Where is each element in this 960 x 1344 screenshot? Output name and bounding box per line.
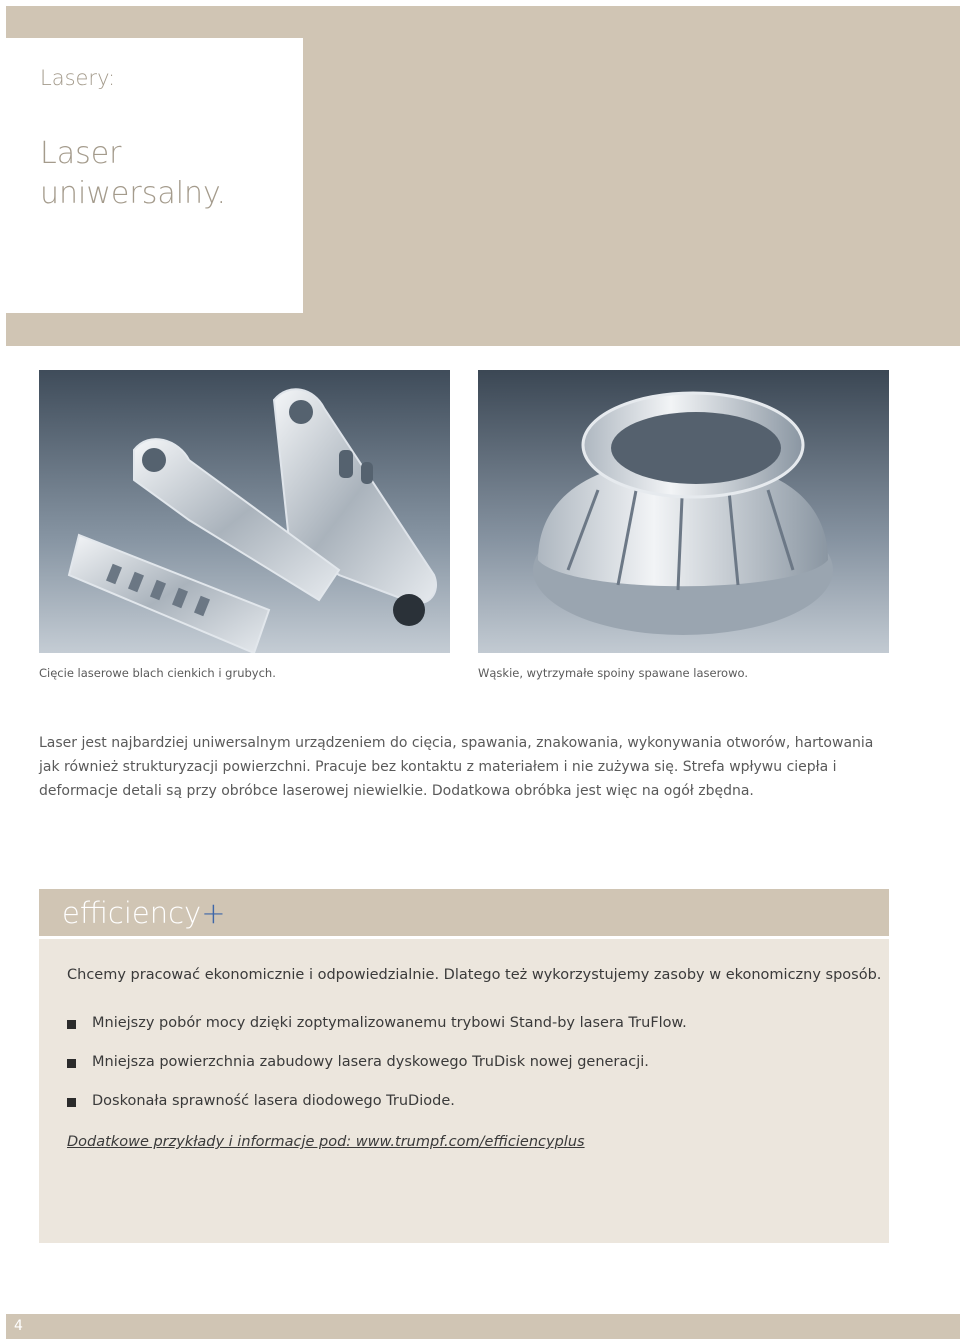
page-title: Laser uniwersalny. — [40, 136, 227, 211]
intro-paragraph: Laser jest najbardziej uniwersalnym urządzeniem do cięcia, spawania, znakowania, wykonywania otworów, hartowania jak również strukturyzacji powierzchni. Pracuje bez kontaktu z materiałem i nie zużywa się. Strefa wpływu ciepła i deformacje detali są przy obróbce laserowej niewielkie. Dodatkowa obróbka jest więc na ogół zbędna. — [39, 735, 874, 799]
cut-sheet-metal-parts-photo — [39, 370, 450, 653]
square-bullet-icon — [67, 1020, 76, 1029]
footer-band — [6, 1314, 960, 1339]
bullet-text: Doskonała sprawność lasera diodowego TruDiode. — [92, 1093, 455, 1109]
square-bullet-icon — [67, 1059, 76, 1068]
section-kicker: Lasery: — [40, 66, 116, 90]
bullet-text: Mniejsza powierzchnia zabudowy lasera dyskowego TruDisk nowej generacji. — [92, 1054, 649, 1070]
page-number: 4 — [14, 1318, 23, 1334]
efficiency-title — [62, 893, 226, 933]
efficiency-header — [39, 889, 889, 936]
efficiency-plus-mark: + — [201, 896, 226, 930]
bullet-text: Mniejszy pobór mocy dzięki zoptymalizowanemu trybowi Stand-by lasera TruFlow. — [92, 1015, 687, 1031]
efficiencyplus-link[interactable]: Dodatkowe przykłady i informacje pod: www.trumpf.com/efficiencyplus — [67, 1134, 585, 1150]
efficiency-panel — [39, 939, 889, 1243]
photo-caption-left: Cięcie laserowe blach cienkich i grubych. — [39, 666, 276, 680]
welded-fan-impeller-photo — [478, 370, 889, 653]
efficiency-lead: Chcemy pracować ekonomicznie i odpowiedzialnie. Dlatego też wykorzystujemy zasoby w ekonomiczny sposób. — [67, 967, 882, 983]
square-bullet-icon — [67, 1098, 76, 1107]
efficiency-title-text: efficiency — [62, 896, 202, 930]
photo-caption-right: Wąskie, wytrzymałe spoiny spawane laserowo. — [478, 666, 748, 680]
